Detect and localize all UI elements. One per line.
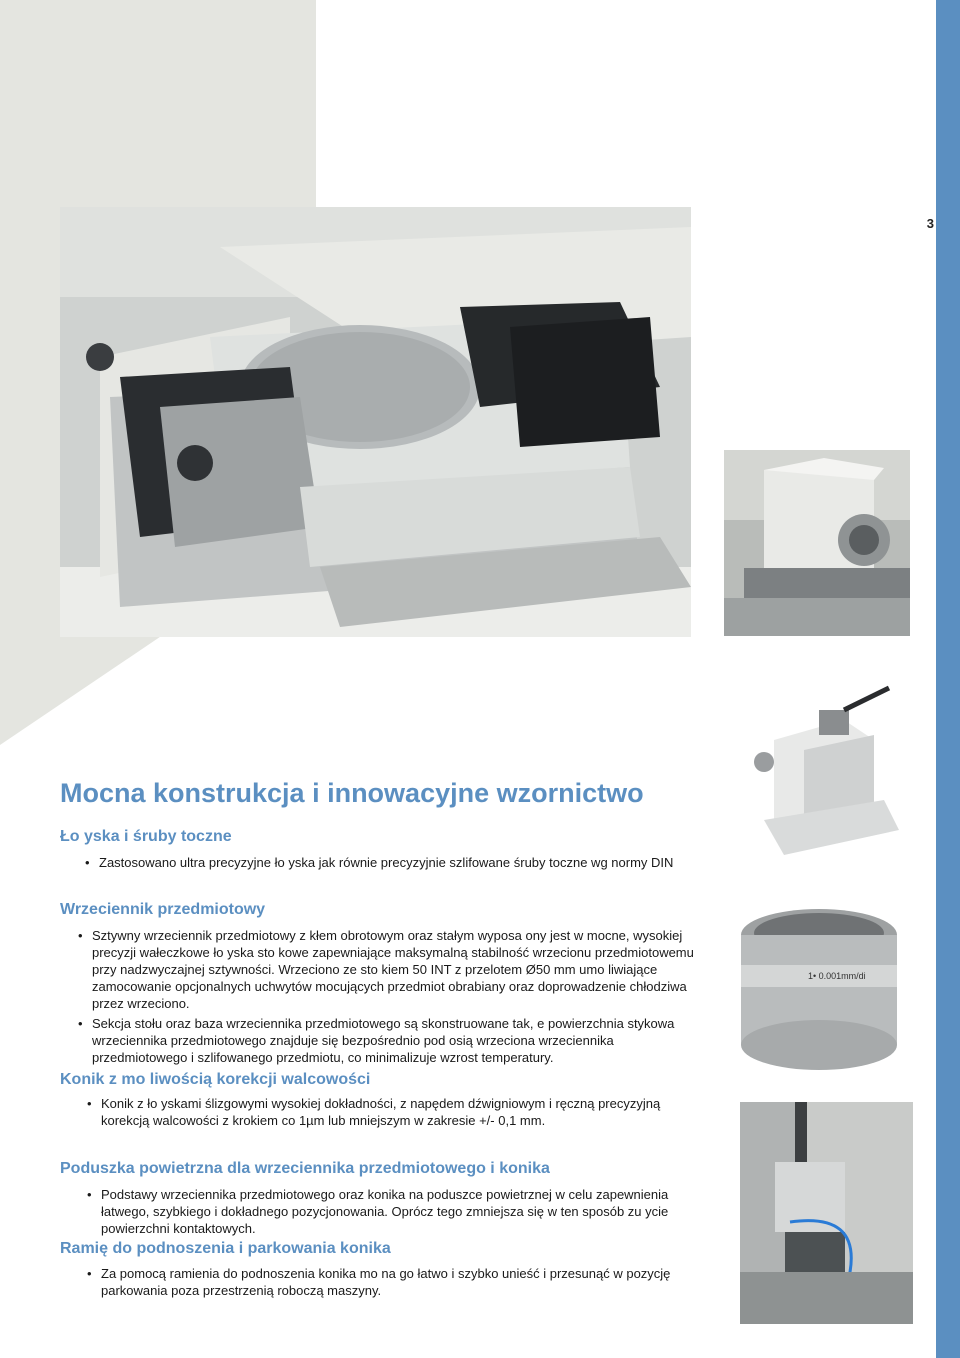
section-title-air-cushion: Poduszka powietrzna dla wrzeciennika przedmiotowego i konika (60, 1160, 550, 1177)
bullet-text: Zastosowano ultra precyzyjne ło yska jak równie precyzyjnie szlifowane śruby toczne wg normy DIN (99, 855, 674, 870)
bullet-dot: • (78, 1016, 83, 1031)
bullet-air-cushion (87, 1186, 701, 1237)
bullet-text: Podstawy wrzeciennika przedmiotowego oraz konika na poduszce powietrznej w celu zapewnienia łatwego, szybkiego i dokładnego pozycjonowania. Oprócz tego zmniejsza się w ten sposób zu ycie powierzchni kontaktowych. (101, 1187, 669, 1236)
section-title-tailstock: Konik z mo liwością korekcji walcowości (60, 1071, 371, 1088)
bullet-workhead-2 (78, 1015, 704, 1066)
section-title-bearings: Ło yska i śruby toczne (60, 828, 232, 845)
bullet-dot: • (87, 1266, 92, 1281)
page-number: 3 (926, 216, 934, 231)
bullet-dot: • (78, 928, 83, 943)
bullet-bearings (85, 854, 679, 871)
dial-scale-text: 1• 0.001mm/di (808, 971, 866, 981)
photo-tailstock (724, 680, 910, 865)
background-diagonal (0, 620, 185, 745)
photo-workhead (724, 450, 910, 636)
bullet-dot: • (87, 1096, 92, 1111)
photo-dial (738, 905, 900, 1075)
bullet-text: Sztywny wrzeciennik przedmiotowy z kłem obrotowym oraz stałym wyposa ony jest w mocne, wysokiej precyzji wałeczkowe ło yska sto kowe zapewniające maksymalną stabilność wrzecionu przedmiotowemu przy nadzwyczajnej sztywności. Wrzeciono ze sto kiem 50 INT z przelotem Ø50 mm umo liwiające zamocowanie opcjonalnych uchwytów mocujących przedmiot obrabiany oraz doprowadzenie chłodziwa przez wrzeciono. (92, 928, 694, 1011)
bullet-workhead-1 (78, 927, 704, 1012)
section-title-workhead: Wrzeciennik przedmiotowy (60, 901, 266, 918)
bullet-dot: • (87, 1187, 92, 1202)
bullet-tailstock (87, 1095, 691, 1129)
page-title: Mocna konstrukcja i innowacyjne wzornictwo (60, 778, 644, 808)
photo-air-cushion (740, 1102, 913, 1324)
bullet-text: Za pomocą ramienia do podnoszenia konika mo na go łatwo i szybko unieść i przesunąć w pozycję parkowania poza przestrzenią roboczą maszyny. (101, 1266, 671, 1298)
bullet-dot: • (85, 855, 90, 870)
bullet-text: Sekcja stołu oraz baza wrzeciennika przedmiotowego są skonstruowane tak, e powierzchnia stykowa wrzeciennika przedmiotowego znajduje się bezpośrednio pod osią wrzeciona wrzeciennika przedmiotowego i szlifowanego przedmiotu, co minimalizuje wzrost temperatury. (92, 1016, 675, 1065)
bullet-lifting-arm (87, 1265, 701, 1299)
photo-rotary-table (60, 207, 691, 637)
section-title-lifting-arm: Ramię do podnoszenia i parkowania konika (60, 1240, 391, 1257)
side-accent-bar (936, 0, 960, 1358)
bullet-text: Konik z ło yskami ślizgowymi wysokiej dokładności, z napędem dźwigniowym i ręczną precyzyjną korekcją walcowości z krokiem co 1µm lub mniejszym w zakresie +/- 0,1 mm. (101, 1096, 661, 1128)
